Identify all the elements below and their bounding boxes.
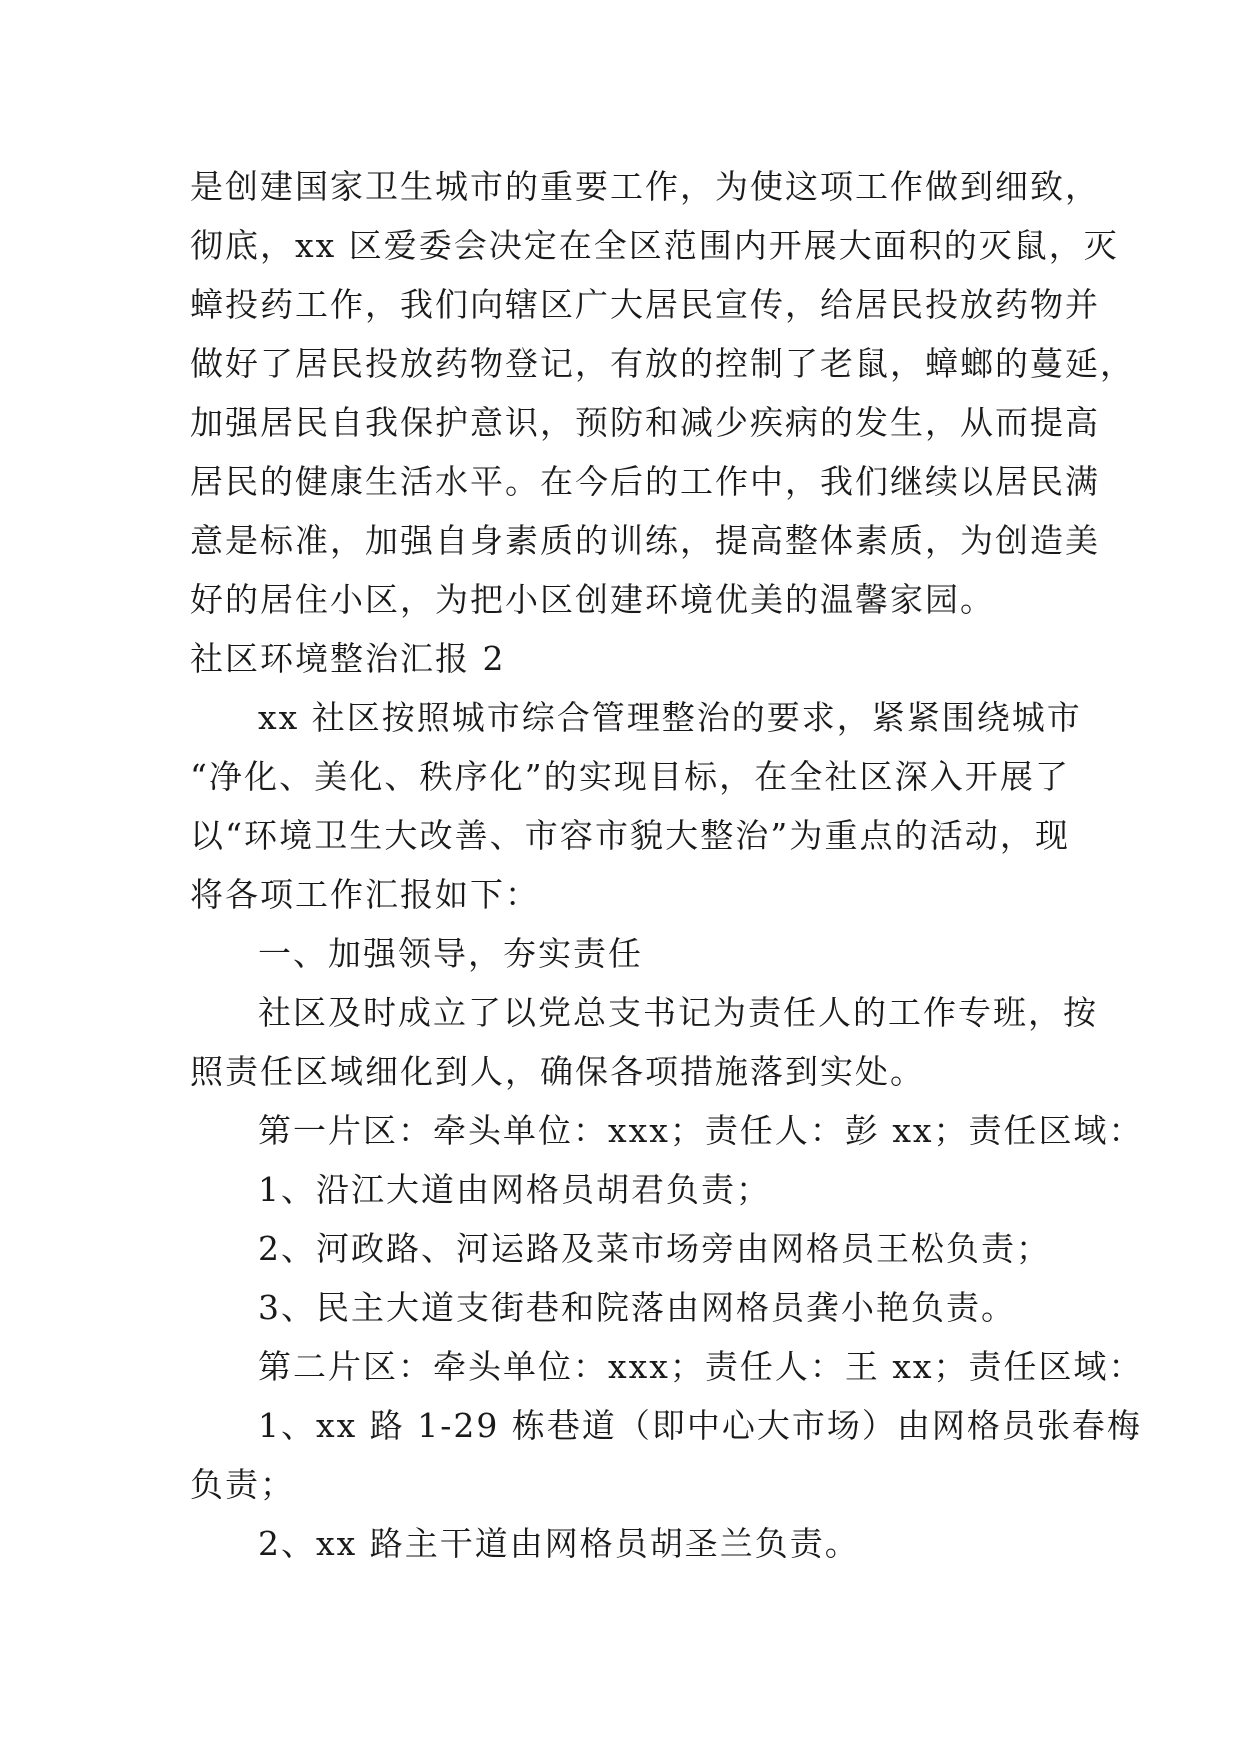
body-text-line: 是创建国家卫生城市的重要工作，为使这项工作做到细致， bbox=[190, 167, 1100, 206]
body-text-line: 意是标准，加强自身素质的训练，提高整体素质，为创造美 bbox=[190, 521, 1100, 560]
body-text-line: 做好了居民投放药物登记，有放的控制了老鼠，蟑螂的蔓延， bbox=[190, 344, 1135, 383]
body-text-line: 照责任区域细化到人，确保各项措施落到实处。 bbox=[190, 1052, 925, 1091]
body-text-line: 好的居住小区，为把小区创建环境优美的温馨家园。 bbox=[190, 580, 995, 619]
body-text-line: 第二片区：牵头单位：xxx；责任人：王 xx；责任区域： bbox=[258, 1347, 1144, 1386]
list-item: 2、xx 路主干道由网格员胡圣兰负责。 bbox=[258, 1524, 860, 1563]
subsection-heading: 一、加强领导，夯实责任 bbox=[258, 934, 643, 973]
section-heading: 社区环境整治汇报 2 bbox=[190, 639, 506, 678]
body-text-line: 居民的健康生活水平。在今后的工作中，我们继续以居民满 bbox=[190, 462, 1100, 501]
body-text-line: 以“环境卫生大改善、市容市貌大整治”为重点的活动，现 bbox=[190, 816, 1070, 855]
body-text-line: 第一片区：牵头单位：xxx；责任人：彭 xx；责任区域： bbox=[258, 1111, 1144, 1150]
list-item-continuation: 负责； bbox=[190, 1465, 295, 1504]
body-text-line: 蟑投药工作，我们向辖区广大居民宣传，给居民投放药物并 bbox=[190, 285, 1100, 324]
body-text-line: “净化、美化、秩序化”的实现目标，在全社区深入开展了 bbox=[190, 757, 1070, 796]
body-text-line: 将各项工作汇报如下： bbox=[190, 875, 540, 914]
body-text-line: xx 社区按照城市综合管理整治的要求，紧紧围绕城市 bbox=[258, 698, 1082, 737]
list-item: 1、沿江大道由网格员胡君负责； bbox=[258, 1170, 771, 1209]
body-text-line: 彻底，xx 区爱委会决定在全区范围内开展大面积的灭鼠，灭 bbox=[190, 226, 1119, 265]
list-item: 2、河政路、河运路及菜市场旁由网格员王松负责； bbox=[258, 1229, 1051, 1268]
body-text-line: 社区及时成立了以党总支书记为责任人的工作专班，按 bbox=[258, 993, 1098, 1032]
body-text-line: 加强居民自我保护意识，预防和减少疾病的发生，从而提高 bbox=[190, 403, 1100, 442]
list-item: 1、xx 路 1-29 栋巷道（即中心大市场）由网格员张春梅 bbox=[258, 1406, 1142, 1445]
list-item: 3、民主大道支街巷和院落由网格员龚小艳负责。 bbox=[258, 1288, 1016, 1327]
